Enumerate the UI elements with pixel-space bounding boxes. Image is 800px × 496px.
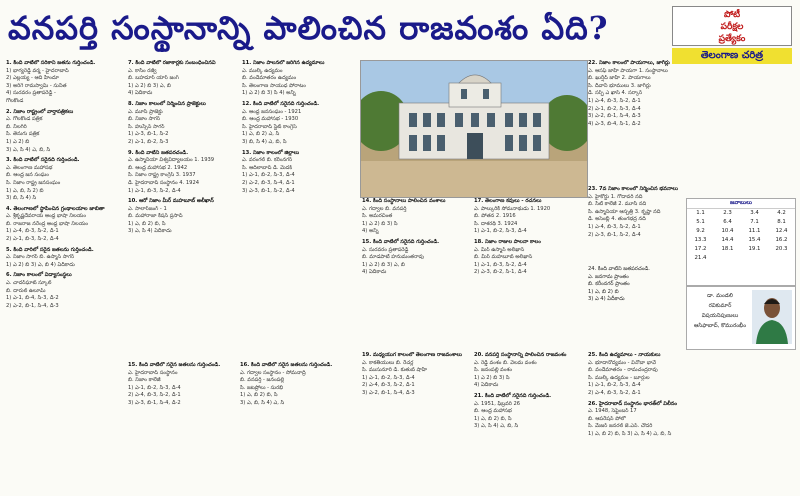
- palace-illustration: [361, 61, 587, 197]
- question-option: 2) ఎ-3, బి-1, సి-2, డి-4: [588, 231, 641, 238]
- question-option: బి. సిటీ కాలేజీ 2. మూసీ నది: [588, 201, 647, 208]
- question-option: 1) ఎ-4, బి-3, సి-2, డి-1: [6, 228, 59, 235]
- palace-photo: [360, 60, 588, 198]
- question-option: 3) అరిగె రామస్వామి - సునీత: [6, 82, 67, 89]
- question-option: ఎ. తెలంగాణ మహాసభ: [6, 164, 53, 171]
- question-text: 15. కింది వాటిలో సరైనది గుర్తించండి.: [362, 238, 440, 245]
- question-option: 4) అన్నీ: [362, 228, 379, 235]
- question-option: 3) ఎ-3, బి-1, సి-2, డి-4: [242, 187, 295, 194]
- question-text: 18. నిజాం రాజుల పాలనా కాలం: [474, 238, 541, 245]
- badge-title-box: [672, 6, 792, 46]
- questions-column-3: [242, 60, 354, 360]
- question-text: 26. హైదరాబాద్ సంస్థానం భారత్‌లో విలీనం: [588, 400, 678, 407]
- question-text: 25. కింది ఉద్యమాలు - నాయకులు: [588, 352, 661, 358]
- question-block: [588, 60, 794, 128]
- answers-row: [687, 209, 795, 218]
- badge-line-1: పోటీ: [723, 10, 741, 20]
- question-block: [6, 272, 124, 310]
- question-option: ఎ. గోలకొండ పత్రిక: [6, 116, 43, 123]
- question-block: [6, 109, 124, 155]
- question-option: సి. మేజర్ జనరల్ జె.ఎన్. చౌదరి: [588, 423, 653, 430]
- answers-row: [687, 254, 795, 263]
- question-option: బి. నిజాం సాగర్: [128, 116, 161, 123]
- answer-cell: [714, 254, 741, 263]
- question-text: 10. ఆరో నిజాం మీర్ మహబూబ్ అలీఖాన్: [128, 198, 214, 205]
- question-option: సి. నిజాం రాష్ట్ర జనసంఘం: [6, 179, 61, 186]
- question-option: ఎ. సురవరం ప్రతాపరెడ్డి: [362, 246, 409, 253]
- question-option: బి. పోతన 2. 1916: [474, 213, 516, 220]
- question-option: సి. దీవానీ భూములు 3. జాగీర్లు: [588, 82, 651, 89]
- question-option: 3) ఎ-2, బి-1, సి-4, డి-3: [362, 389, 415, 396]
- question-option: 1) ఎ-1, బి-2, సి-3, డి-4: [242, 172, 295, 179]
- question-option: సి. ఉస్మానియా ఆస్పత్రి 3. కృష్ణా నది: [588, 208, 661, 215]
- question-text: 7. కింది వాటిలో రజాకార్లకు సంబంధించినవి: [128, 60, 216, 66]
- badge-line-2: పరీక్షల: [720, 22, 744, 32]
- question-option: 1) ఎ-3, బి-1, సి-2: [128, 131, 169, 138]
- answer-cell: 14.4: [721, 237, 734, 243]
- author-box: [686, 286, 796, 350]
- author-name: రవికుమార్: [708, 303, 732, 309]
- question-block: [362, 239, 470, 277]
- question-option: బి. దారుల్ ఉలూమ్: [6, 287, 46, 294]
- question-option: 1) ఎ-1, బి-4, సి-3, డి-2: [6, 295, 59, 302]
- questions-column-9: [588, 60, 794, 180]
- answer-cell: 11.1: [748, 228, 761, 234]
- question-option: 3) ఎ, సి 4) ఎ, బి, సి: [6, 146, 51, 153]
- question-option: 1) ఎ-1, బి-2, సి-3, డి-4: [128, 384, 181, 391]
- answer-cell: 7.1: [750, 219, 759, 225]
- answer-cell: 20.3: [775, 246, 788, 252]
- question-option: బి. కరీంనగర్ ప్రాంతం: [588, 281, 630, 288]
- question-option: 2) ఎ-3, బి-2, సి-1, డి-4: [474, 269, 527, 276]
- question-option: 2) ఎల్లయ్య - ఆది హిందూ: [6, 75, 60, 82]
- answers-row: [687, 245, 795, 254]
- question-option: ఎ. హైకోర్టు 1. గోదావరి నది: [588, 193, 643, 200]
- question-option: 1) ఎ 2) బి 3) ఎ, బి 4) ఏదీకాదు: [6, 261, 75, 268]
- question-text: 4. తెలంగాణలో స్థాపించిన గ్రంథాలయాల జాబితా: [6, 205, 105, 212]
- question-text: 9. కింది వాటిని జతపరచండి.: [128, 149, 189, 156]
- questions-column-2: [128, 60, 238, 360]
- question-option: బి. ఆంధ్ర మహాసభ: [474, 408, 512, 415]
- question-text: 3. కింది వాటిలో సరైనది గుర్తించండి.: [6, 157, 80, 164]
- question-text: 15. కింది వాటిలో సరైన జతలను గుర్తించండి.: [128, 362, 221, 368]
- answer-cell: 2.3: [723, 210, 732, 216]
- question-option: ఎ. చాదర్‌ఘాట్ స్కూల్: [6, 280, 52, 287]
- question-option: బి. మీర్ మహబూబ్ అలీఖాన్: [474, 254, 533, 261]
- question-block: [242, 101, 354, 147]
- question-option: డి. హైదరాబాద్ సంస్థానం 4. 1924: [128, 179, 200, 186]
- question-text: 14. కింది సంస్థానాలు పాలించిన వంశాలు: [362, 198, 446, 204]
- question-option: ఎ. 1948, సెప్టెంబర్ 17: [588, 408, 637, 415]
- question-option: బి. నీలగిరి: [6, 123, 27, 130]
- answer-cell: 9.2: [696, 228, 705, 234]
- question-text: 20. వనపర్తి సంస్థానాన్ని పాలించిన రాజవంశం: [474, 352, 567, 358]
- answer-cell: 21.4: [694, 255, 707, 261]
- question-option: సి. ముసునూరి డి. కుతుబ్ షాహీ: [362, 367, 428, 374]
- question-option: 1) భాగ్యరెడ్డి వర్మ - హైదరాబాద్: [6, 67, 69, 74]
- answers-row: [687, 236, 795, 245]
- questions-column-12: [128, 362, 238, 492]
- question-option: డి. అసెంబ్లీ 4. తుంగభద్ర నది: [588, 216, 646, 223]
- question-block: [474, 352, 586, 390]
- question-option: 4) సురవరం ప్రతాపరెడ్డి -: [6, 90, 56, 97]
- question-option: బి. వనపర్తి - జనంపల్లి: [240, 377, 285, 384]
- question-option: 1) ఎ, బి 2) బి, సి: [240, 392, 278, 399]
- questions-column-6: [474, 198, 586, 348]
- question-option: 4) ఎ-3, బి-4, సి-1, డి-2: [588, 120, 641, 127]
- question-option: ఎ. హైదరాబాద్ సంస్థానం: [128, 369, 178, 376]
- question-option: సి. దాశరథి 3. 1924: [474, 220, 518, 227]
- answer-cell: 12.4: [775, 228, 788, 234]
- question-option: 4) ఏదీకాదు: [128, 90, 153, 97]
- question-option: 1) ఎ, బి 2) బి, సి: [474, 415, 512, 422]
- question-option: 1) ఎ, బి 2) బి, సి: [128, 220, 166, 227]
- question-option: సి. జనంపల్లి వంశం: [474, 367, 512, 374]
- question-option: 3) ఎ-3, బి-1, సి-4, డి-2: [128, 399, 181, 406]
- question-text: 22. నిజాం కాలంలో పాయగాలు, జాగీర్లు: [588, 60, 670, 66]
- answer-cell: 18.1: [721, 246, 734, 252]
- question-option: 1) ఎ-1, బి-3, సి-2, డి-4: [474, 261, 527, 268]
- question-text: 2. నిజాం రాష్ట్రంలో వార్తాపత్రికలు: [6, 108, 74, 115]
- question-option: 1) ఎ 2) బి 3) సి 4) అన్నీ: [242, 90, 296, 97]
- questions-column-5: [362, 198, 470, 348]
- answers-title: జవాబులు: [687, 199, 795, 209]
- question-option: బి. మహారాజా కిషన్ ప్రసాద్: [128, 213, 183, 220]
- question-block: [6, 206, 124, 244]
- question-option: 3) బి, సి 4) సి: [6, 195, 37, 202]
- question-option: సి. హుస్సేన్ సాగర్: [128, 123, 165, 130]
- question-option: డి. సర్ఫ్ ఎ ఖాస్ 4. సర్కార్: [588, 90, 643, 97]
- answers-row: [687, 218, 795, 227]
- question-option: 2) ఎ-4, బి-3, సి-2, డి-1: [128, 392, 181, 399]
- answer-cell: 15.4: [748, 237, 761, 243]
- questions-column-4: [240, 362, 360, 492]
- question-option: బి. బహదూర్ యార్ జంగ్: [128, 75, 179, 82]
- badge-line-3: ప్రత్యేకం: [718, 34, 746, 44]
- question-option: 1) ఎ-1, బి-2, సి-3, డి-4: [474, 228, 527, 235]
- question-option: 3) ఎ, సి 4) ఎ, బి, సి: [474, 423, 519, 430]
- question-option: ఎ. మూసీ ప్రాజెక్టు: [128, 108, 163, 115]
- answer-cell: 1.1: [696, 210, 705, 216]
- question-option: 3) ఎ-2, బి-1, సి-4, డి-3: [588, 113, 641, 120]
- question-option: 2) ఎ-4, బి-3, సి-2, డి-1: [588, 389, 641, 396]
- answer-cell: 10.4: [721, 228, 734, 234]
- question-option: 1) ఎ 2) బి 3) సి: [362, 220, 398, 227]
- question-option: ఎ. శ్రీకృష్ణదేవరాయ ఆంధ్ర భాషా నిలయం: [6, 213, 86, 220]
- question-block: [474, 393, 586, 431]
- question-option: ఎ. భూదానోద్యమం - వినోబా భావే: [588, 359, 656, 366]
- question-option: బి. ఆంధ్ర జన సంఘం: [6, 172, 49, 179]
- answers-box: [686, 198, 796, 286]
- question-text: 8. నిజాం కాలంలో నిర్మించిన ప్రాజెక్టులు: [128, 100, 206, 107]
- question-option: ఎ. వరంగల్ బి. కరీంనగర్: [242, 157, 293, 164]
- question-option: 1) ఎ, బి 2) బి, సి 3) ఎ, సి 4) ఎ, బి, సి: [588, 430, 672, 437]
- question-option: బి. ఆంధ్ర మహాసభ 2. 1942: [128, 164, 188, 171]
- question-option: ఎ. సాలార్‌జంగ్ - 1: [128, 205, 167, 212]
- question-block: [242, 150, 354, 196]
- question-option: ఎ. ఆసఫ్ జాహీ పాయగా 1. సంస్థానాలు: [588, 67, 668, 74]
- question-block: [6, 60, 124, 106]
- question-option: సి. తెలంగాణ సాయుధ పోరాటం: [242, 82, 306, 89]
- question-option: బి. నిజాం కాలేజీ: [128, 377, 161, 384]
- answer-cell: 5.1: [696, 219, 705, 225]
- question-option: 1) ఎ-1, బి-2, సి-3, డి-4: [362, 374, 415, 381]
- question-option: 2) ఎ-1, బి-2, సి-3, డి-4: [588, 105, 641, 112]
- question-option: ఎ. గద్వాల బి. వనపర్తి: [362, 205, 407, 212]
- author-photo: [752, 290, 792, 344]
- question-option: బి. ఖుర్షీద్ జాహీ 2. పాయగాలు: [588, 75, 651, 82]
- question-text: 16. కింది వాటిలో సరైన జతలను గుర్తించండి.: [240, 362, 333, 368]
- question-option: ఎ. మీర్ ఉస్మాన్ అలీఖాన్: [474, 246, 525, 253]
- question-option: 4) ఏదీకాదు: [362, 269, 387, 276]
- answer-cell: 3.4: [750, 210, 759, 216]
- question-option: ఎ. పాల్కురికి సోమనాథుడు 1. 1920: [474, 205, 551, 212]
- question-option: 1) ఎ-4, బి-3, సి-2, డి-1: [588, 97, 641, 104]
- question-text: 19. మధ్యయుగ కాలంలో తెలంగాణ రాజవంశాలు: [362, 352, 462, 358]
- question-text: 24. కింది వాటిని జతపరచండి.: [588, 266, 650, 272]
- author-role: విషయనిపుణులు: [701, 313, 739, 319]
- question-option: 3) ఎ, బి, సి 4) ఎ, సి: [240, 399, 285, 406]
- question-option: 1) ఎ, బి, సి 2) బి: [6, 187, 44, 194]
- question-option: 1) ఎ 2) బి 3) ఎ, బి: [128, 82, 171, 89]
- question-option: 2) ఎ-2, బి-3, సి-4, డి-1: [242, 179, 295, 186]
- question-text: 11. నిజాం పాలనలో జరిగిన ఉద్యమాలు: [242, 60, 325, 66]
- question-option: 3) ఎ 4) ఏదీకాదు: [588, 296, 625, 303]
- question-text: 17. తెలంగాణ కవులు - రచనలు: [474, 198, 542, 204]
- question-block: [588, 266, 682, 304]
- question-block: [128, 150, 238, 196]
- answer-cell: 8.1: [777, 219, 786, 225]
- question-option: సి. ఆదిలాబాద్ డి. మెదక్: [242, 164, 293, 171]
- competitive-exam-badge: [672, 6, 792, 66]
- question-option: ఎ. కాసిం రజ్వీ: [128, 67, 157, 74]
- question-block: [6, 247, 124, 270]
- question-text: 13. నిజాం కాలంలో జిల్లాలు: [242, 149, 300, 156]
- question-option: 1) ఎ 2) బి 3) ఎ, బి: [362, 261, 405, 268]
- question-option: బి. ఆపరేషన్ పోలో: [588, 415, 626, 422]
- question-option: 2) ఎ-1, బి-3, సి-2, డి-4: [6, 236, 59, 243]
- answer-cell: [768, 254, 795, 263]
- author-place: ఆసిఫాబాద్, కొమురంభీం: [693, 323, 747, 329]
- answer-cell: 16.2: [775, 237, 788, 243]
- question-text: 6. నిజాం కాలంలో విద్యాసంస్థలు: [6, 272, 72, 279]
- question-option: బి. మాడపాటి హనుమంతరావు: [362, 254, 424, 261]
- question-option: బి. వందేమాతరం - రామచంద్రరావు: [588, 367, 658, 374]
- question-option: 1) ఎ-4, బి-3, సి-2, డి-1: [588, 223, 641, 230]
- question-block: [474, 239, 586, 277]
- question-option: 2) ఎ-2, బి-1, సి-4, డి-3: [6, 302, 59, 309]
- question-option: బి. రాజరాజ నరేంద్ర ఆంధ్ర భాషా నిలయం: [6, 220, 89, 227]
- question-option: 4) ఏదీకాదు: [474, 382, 499, 389]
- question-text: 1. కింది వాటిలో సరికాని జతను గుర్తించండి.: [6, 60, 96, 66]
- author-portrait: [752, 290, 792, 344]
- question-option: ఎ. నిజాం సాగర్ బి. ఉస్మాన్ సాగర్: [6, 254, 75, 261]
- question-option: 1) ఎ, బి 2) బి: [588, 288, 619, 295]
- question-option: సి. ముల్కీ ఉద్యమం - బూర్గుల: [588, 374, 650, 381]
- question-option: సి. అమరచింత: [362, 213, 393, 220]
- question-block: [362, 352, 470, 398]
- question-option: ఎ. 1951, ఫిబ్రవరి 26: [474, 400, 521, 407]
- question-block: [362, 198, 470, 236]
- question-option: బి. ఆంధ్ర మహాసభ - 1930: [242, 116, 299, 123]
- questions-column-8: [474, 352, 586, 492]
- answer-cell: 19.1: [748, 246, 761, 252]
- question-option: ఎ. గద్వాల సంస్థానం - సోమనాద్రి: [240, 369, 306, 376]
- author-text: [689, 291, 751, 331]
- question-block: [128, 198, 238, 236]
- answer-cell: 17.2: [694, 246, 707, 252]
- question-block: [240, 362, 360, 408]
- question-block: [128, 362, 238, 408]
- question-text: 23. 7వ నిజాం కాలంలో నిర్మించిన భవనాలు: [588, 186, 678, 192]
- questions-column-11: [588, 352, 794, 492]
- answers-table: [687, 209, 795, 263]
- question-option: ఎ. జనగామ ప్రాంతం: [588, 273, 629, 280]
- questions-note-box: [588, 266, 682, 348]
- questions-column-7: [362, 352, 470, 492]
- question-option: 3) ఎ, సి 4) ఏదీకాదు: [128, 228, 172, 235]
- question-option: ఎ. కాకతీయులు బి. రేచర్ల: [362, 359, 414, 366]
- question-option: 1) ఎ-1, బి-3, సి-2, డి-4: [128, 187, 181, 194]
- question-option: బి. వందేమాతరం ఉద్యమం: [242, 75, 297, 82]
- question-block: [474, 198, 586, 236]
- question-option: ఎ. రెడ్డి వంశం బి. వెలమ వంశం: [474, 359, 537, 366]
- question-block: [6, 157, 124, 203]
- question-text: 12. కింది వాటిలో సరైనది గుర్తించండి.: [242, 100, 320, 107]
- question-block: [588, 352, 794, 398]
- answer-cell: [741, 254, 768, 263]
- question-option: సి. జటప్రోలు - సురభి: [240, 384, 284, 391]
- question-option: 1) ఎ 2) బి 3) సి: [474, 374, 510, 381]
- answer-cell: 13.3: [694, 237, 707, 243]
- questions-column-1: [6, 60, 124, 492]
- question-option: 2) ఎ-1, బి-2, సి-3: [128, 138, 169, 145]
- answer-cell: 6.4: [723, 219, 732, 225]
- question-option: ఎ. ఉస్మానియా విశ్వవిద్యాలయం 1. 1939: [128, 157, 215, 164]
- question-option: సి. తెనుగు పత్రిక: [6, 131, 40, 138]
- question-text: 5. కింది వారిలో సరైన జతలను గుర్తించండి.: [6, 246, 94, 253]
- question-block: [128, 60, 238, 98]
- question-block: [588, 401, 794, 439]
- author-title: డా. మండలి: [707, 293, 733, 299]
- question-option: 3) బి, సి 4) ఎ, బి, సి: [242, 138, 287, 145]
- question-option: సి. నిజాం రాష్ట్ర కాంగ్రెస్ 3. 1937: [128, 172, 196, 179]
- question-option: సి. హైదరాబాద్ స్టేట్ కాంగ్రెస్: [242, 123, 297, 130]
- question-option: ఎ. ఆంధ్ర జనసంఘం - 1921: [242, 108, 302, 115]
- page-headline: వనపర్తి సంస్థానాన్ని పాలించిన రాజవంశం ఏది?: [8, 9, 609, 47]
- question-option: ఎ. ముల్కీ ఉద్యమం: [242, 67, 283, 74]
- question-block: [128, 101, 238, 147]
- question-block: [242, 60, 354, 98]
- answer-cell: 4.2: [777, 210, 786, 216]
- question-option: 1) ఎ-1, బి-2, సి-3, డి-4: [588, 382, 641, 389]
- answers-row: [687, 227, 795, 236]
- question-option: గోలకొండ: [6, 97, 24, 104]
- question-option: 2) ఎ-4, బి-3, సి-2, డి-1: [362, 382, 415, 389]
- question-option: 1) ఎ 2) బి: [6, 138, 30, 145]
- question-text: 21. కింది వాటిలో సరైనది గుర్తించండి.: [474, 392, 552, 399]
- badge-subject: తెలంగాణ చరిత్ర: [672, 48, 792, 64]
- question-option: 1) ఎ, బి 2) ఎ, సి: [242, 131, 280, 138]
